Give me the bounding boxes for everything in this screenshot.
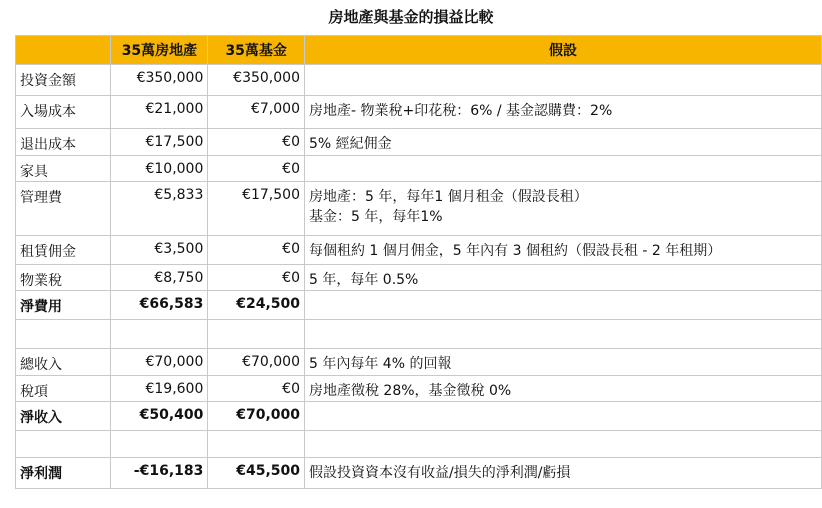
row-label: 投資金額: [16, 65, 111, 96]
row-label: 管理費: [16, 182, 111, 236]
table-row: [16, 182, 822, 236]
notes-cell: [304, 402, 821, 431]
notes-cell: [304, 236, 821, 265]
empty-cell: [16, 431, 111, 458]
row-label: 入場成本: [16, 96, 111, 129]
notes-cell: [304, 65, 821, 96]
page-title: 房地產與基金的損益比較: [328, 8, 494, 26]
property-value: €66,583: [111, 291, 208, 320]
empty-cell: [111, 431, 208, 458]
fund-value: €17,500: [208, 182, 305, 236]
table-row: [16, 129, 822, 156]
empty-cell: [111, 320, 208, 349]
property-value: €3,500: [111, 236, 208, 265]
row-label: 稅項: [16, 376, 111, 402]
fund-value: €24,500: [208, 291, 305, 320]
property-value: €10,000: [111, 156, 208, 182]
fund-value: €7,000: [208, 96, 305, 129]
comparison-table: [15, 35, 822, 489]
empty-cell: [16, 320, 111, 349]
property-value: €21,000: [111, 96, 208, 129]
fund-value: €0: [208, 236, 305, 265]
notes-cell: [304, 349, 821, 376]
fund-value: €0: [208, 129, 305, 156]
table-row: [16, 236, 822, 265]
property-value: €5,833: [111, 182, 208, 236]
note-text: 5 年，每年 0.5%: [308, 272, 419, 288]
table-row: [16, 349, 822, 376]
notes-cell: [304, 291, 821, 320]
row-label: 租賃佣金: [16, 236, 111, 265]
table-row: [16, 376, 822, 402]
header-notes-col: 假設: [304, 36, 821, 65]
table-row-subtotal: [16, 402, 822, 431]
note-text: 房地產徵稅 28%，基金徵稅 0%: [308, 383, 512, 399]
row-label: 物業稅: [16, 265, 111, 291]
fund-value: €70,000: [208, 349, 305, 376]
property-value: €19,600: [111, 376, 208, 402]
notes-cell: [304, 129, 821, 156]
property-value: €350,000: [111, 65, 208, 96]
header-label-col: [16, 36, 111, 65]
fund-value: €350,000: [208, 65, 305, 96]
table-row-subtotal: [16, 291, 822, 320]
header-row: [16, 36, 822, 65]
empty-cell: [304, 320, 821, 349]
property-value: -€16,183: [111, 458, 208, 489]
table-row: [16, 65, 822, 96]
notes-cell: [304, 182, 821, 236]
header-property-col: 35萬房地產: [111, 36, 208, 65]
fund-value: €70,000: [208, 402, 305, 431]
notes-cell: [304, 376, 821, 402]
fund-value: €0: [208, 265, 305, 291]
header-fund-col: 35萬基金: [208, 36, 305, 65]
row-label: 家具: [16, 156, 111, 182]
note-text: 5 年內每年 4% 的回報: [308, 356, 452, 372]
property-value: €70,000: [111, 349, 208, 376]
row-label: 總收入: [16, 349, 111, 376]
notes-cell: [304, 458, 821, 489]
property-value: €50,400: [111, 402, 208, 431]
property-value: €17,500: [111, 129, 208, 156]
note-text: 每個租約 1 個月佣金，5 年內有 3 個租約（假設長租 - 2 年租期）: [308, 243, 722, 259]
fund-value: €0: [208, 156, 305, 182]
note-text: 房地產- 物業稅+印花稅：6% / 基金認購費：2%: [308, 103, 613, 119]
row-label: 退出成本: [16, 129, 111, 156]
note-text: 5% 經紀佣金: [308, 136, 392, 152]
fund-value: €45,500: [208, 458, 305, 489]
table-row-total: [16, 458, 822, 489]
note-text-line-2: 基金：5 年，每年1%: [308, 209, 443, 225]
notes-cell: [304, 96, 821, 129]
empty-cell: [208, 320, 305, 349]
property-value: €8,750: [111, 265, 208, 291]
table-row-spacer: [16, 320, 822, 349]
note-text: 假設投資資本沒有收益/損失的淨利潤/虧損: [308, 465, 571, 481]
row-label: 淨收入: [16, 402, 111, 431]
row-label: 淨利潤: [16, 458, 111, 489]
row-label: 淨費用: [16, 291, 111, 320]
notes-cell: [304, 265, 821, 291]
table-row: [16, 156, 822, 182]
table-row: [16, 265, 822, 291]
notes-cell: [304, 156, 821, 182]
note-text: 房地產：5 年，每年1 個月租金（假設長租）: [308, 189, 588, 205]
fund-value: €0: [208, 376, 305, 402]
table-row: [16, 96, 822, 129]
empty-cell: [208, 431, 305, 458]
empty-cell: [304, 431, 821, 458]
table-row-spacer: [16, 431, 822, 458]
